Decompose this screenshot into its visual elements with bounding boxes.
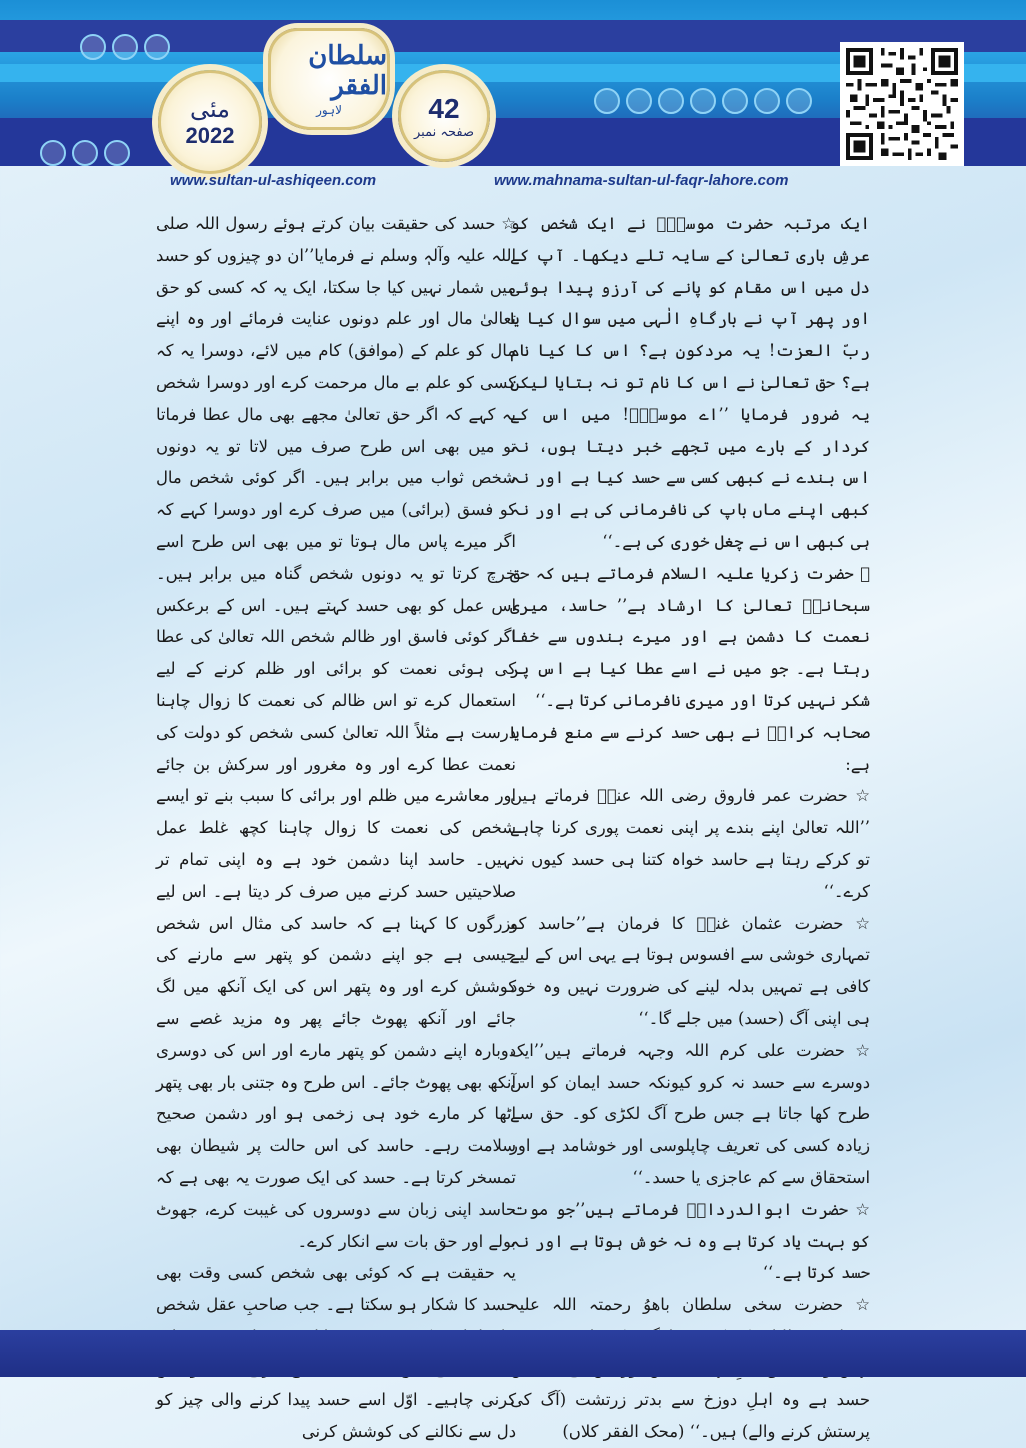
page-header	[0, 0, 1026, 166]
magazine-title: سلطان الفقر	[308, 41, 387, 101]
website-link-ashiqeen[interactable]: www.sultan-ul-ashiqeen.com	[170, 172, 377, 189]
page-footer-band	[0, 1330, 1026, 1377]
paragraph: ☆ حضرت سخی سلطان باھوُ رحمتہ اللہ علیہ حسد ہے وہ اہلِ دوزخ سے بدتر زرتشت (آگ کی پرستش کرنے والے) ہیں۔‘‘ (محک الفقر کلاں)	[510, 1295, 870, 1442]
issue-month: مئی	[189, 95, 231, 123]
qr-code-icon	[840, 42, 964, 166]
website-links	[0, 170, 1026, 194]
paragraph: ☆ حضرت علی کرم اللہ وجہہ فرماتے ہیں’’ایک دوسرے سے حسد نہ کرو کیونکہ حسد ایمان کو اس طرح کھا جاتا ہے جس طرح آگ لکڑی کو۔ حق سے زیادہ کسی کی تعریف چاپلوسی اور خوشامد ہے اور استحقاق سے کم عاجزی یا حسد۔‘‘	[510, 1040, 870, 1187]
decorative-bubbles	[594, 88, 812, 114]
decorative-bubbles	[40, 140, 130, 166]
issue-year: 2022	[185, 123, 235, 148]
magazine-logo	[268, 28, 390, 130]
page-number-badge	[398, 70, 490, 162]
paragraph: ☆ حضرت عثمان غنیؓ کا فرمان ہے’’حاسد کو تمہاری خوشی سے افسوس ہوتا ہے یہی اس کے لیے کافی ہے تمہیں بدلہ لینے کی ضرورت نہیں وہ خود ہی اپنی آگ (حسد) میں جلے گا۔‘‘	[510, 913, 870, 1028]
paragraph: یہ حقیقت ہے کہ کوئی بھی شخص کسی وقت بھی حسد کا شکار ہو سکتا ہے۔ جب صاحبِ عقل شخص کرنی چاہیے۔ اوّل اسے حسد پیدا کرنے والی چیز کو دل سے نکالنے کی کوشش کرنی	[156, 1263, 516, 1442]
magazine-city: لاہور	[316, 103, 342, 117]
paragraph: ایک مرتبہ حضرت موسیٰؑ نے ایک شخص کو عرشِ باری تعالیٰ کے سایہ تلے دیکھا۔ آپ کے دل میں اس مقام کو پانے کی آرزو پیدا ہوئی اور پھر آپ نے بارگاہِ الٰہی میں سوال کیا یا ربّ العزت! یہ مردکون ہے؟ اس کا کیا نام ہے؟ حق تعالیٰ نے اس کا نام تو نہ بتایا لیکن یہ ضرور فرمایا ’’اے موسیٰؑ! میں اس کے کردار کے بارے میں تجھے خبر دیتا ہوں، نہ اس بندے نے کبھی کسی سے حسد کیا ہے اور نہ کبھی اپنے ماں باپ کی نافرمانی کی ہے اور نہ ہی کبھی اس نے چغل خوری کی ہے۔‘‘	[510, 214, 870, 551]
paragraph: صحابہ کرامؓ نے بھی حسد کرنے سے منع فرمایا ہے:	[510, 722, 870, 774]
article-column-right	[510, 208, 870, 1442]
issue-date-badge	[158, 70, 262, 174]
page-number: 42	[428, 92, 460, 124]
paragraph: ☆ حسد کی حقیقت بیان کرتے ہوئے رسول اللہ صلی اللہ علیہ وآلہٖ وسلم نے فرمایا’’ان دو چیزوں کو حسد میں شمار نہیں کیا جا سکتا، ایک یہ کہ کسی کو حق تعالیٰ مال اور علم دونوں عنایت فرمائے اور وہ اپنے مال کو علم کے (موافق) کام میں لائے، دوسرا یہ کہ کسی کو علم بے مال مرحمت کرے اور دوسرا شخص یہ کہے کہ اگر حق تعالیٰ مجھے بھی مال عطا فرماتا تو میں بھی اس طرح صرف میں لاتا تو یہ دونوں شخص ثواب میں برابر ہیں۔ اگر کوئی شخص مال کو فسق (برائی) میں صرف کرے اور دوسرا کہے کہ اگر میرے پاس مال ہوتا تو میں بھی اس طرح اسے خرچ کرتا تو یہ دونوں شخص گناہ میں برابر ہیں۔ اس عمل کو بھی حسد کہتے ہیں۔ اس کے برعکس اگر کوئی فاسق اور ظالم شخص اللہ تعالیٰ کی عطا کی ہوئی نعمت کو برائی اور ظلم کرنے کے لیے استعمال کرے تو اس ظالم کی نعمت کا زوال چاہنا درست ہے مثلاً اللہ تعالیٰ کسی شخص کو دولت کی نعمت عطا کرے اور وہ مغرور اور سرکش بن جائے اور معاشرے میں ظلم اور برائی کا سبب بنے تو ایسے شخص کی نعمت کا زوال چاہنا کچھ غلط عمل نہیں۔ حاسد اپنا دشمن خود ہے وہ اپنی تمام تر صلاحیتیں حسد کرنے میں صرف کر دیتا ہے۔ اس لیے بزرگوں کا کہنا ہے کہ حاسد کی مثال اس شخص جیسی ہے جو اپنے دشمن کو پتھر سے مارنے کی کوشش کرے اور وہ پتھر اس کی ایک آنکھ میں لگ جائے اور آنکھ پھوٹ جائے پھر وہ مزید غصے سے دوبارہ اپنے دشمن کو پتھر مارے اور اس کی دوسری آنکھ بھی پھوٹ جائے۔ اس طرح وہ جتنی بار بھی پتھر اٹھا کر مارے خود ہی زخمی ہو اور دشمن صحیح سلامت رہے۔ حاسد کی اس حالت پر شیطان بھی تمسخر کرتا ہے۔ حسد کی ایک صورت یہ بھی ہے کہ حاسد اپنی زبان سے دوسروں کی غیبت کرے، جھوٹ بولے اور حق بات سے انکار کرے۔	[156, 214, 516, 1251]
website-link-mahnama[interactable]: www.mahnama-sultan-ul-faqr-lahore.com	[494, 172, 789, 189]
paragraph: ☆ حضرت عمر فاروق رضی اللہ عنہٗ فرماتے ہیں ’’اللہ تعالیٰ اپنے بندے پر اپنی نعمت پوری کرنا چاہے تو کرکے رہتا ہے حاسد خواہ کتنا ہی حسد کیوں نہ کرے۔‘‘	[510, 786, 870, 901]
article-column-left	[156, 208, 516, 1442]
decorative-bubbles	[80, 34, 170, 60]
page-number-label: صفحہ نمبر	[414, 124, 474, 140]
paragraph: ☆ حضرت ابوالدرداءؓ فرماتے ہیں’’جو موت کو بہت یاد کرتا ہے وہ نہ خوش ہوتا ہے اور نہ حسد کرتا ہے۔‘‘	[510, 1199, 870, 1283]
paragraph: ☆ حضرت زکریا علیہ السلام فرماتے ہیں کہ حق سبحانہٗ تعالیٰ کا ارشاد ہے’’ حاسد، میری نعمت کا دشمن ہے اور میرے بندوں سے خفا رہتا ہے۔ جو میں نے اسے عطا کیا ہے اس پر شکر نہیں کرتا اور میری نافرمانی کرتا ہے۔‘‘	[510, 563, 870, 710]
